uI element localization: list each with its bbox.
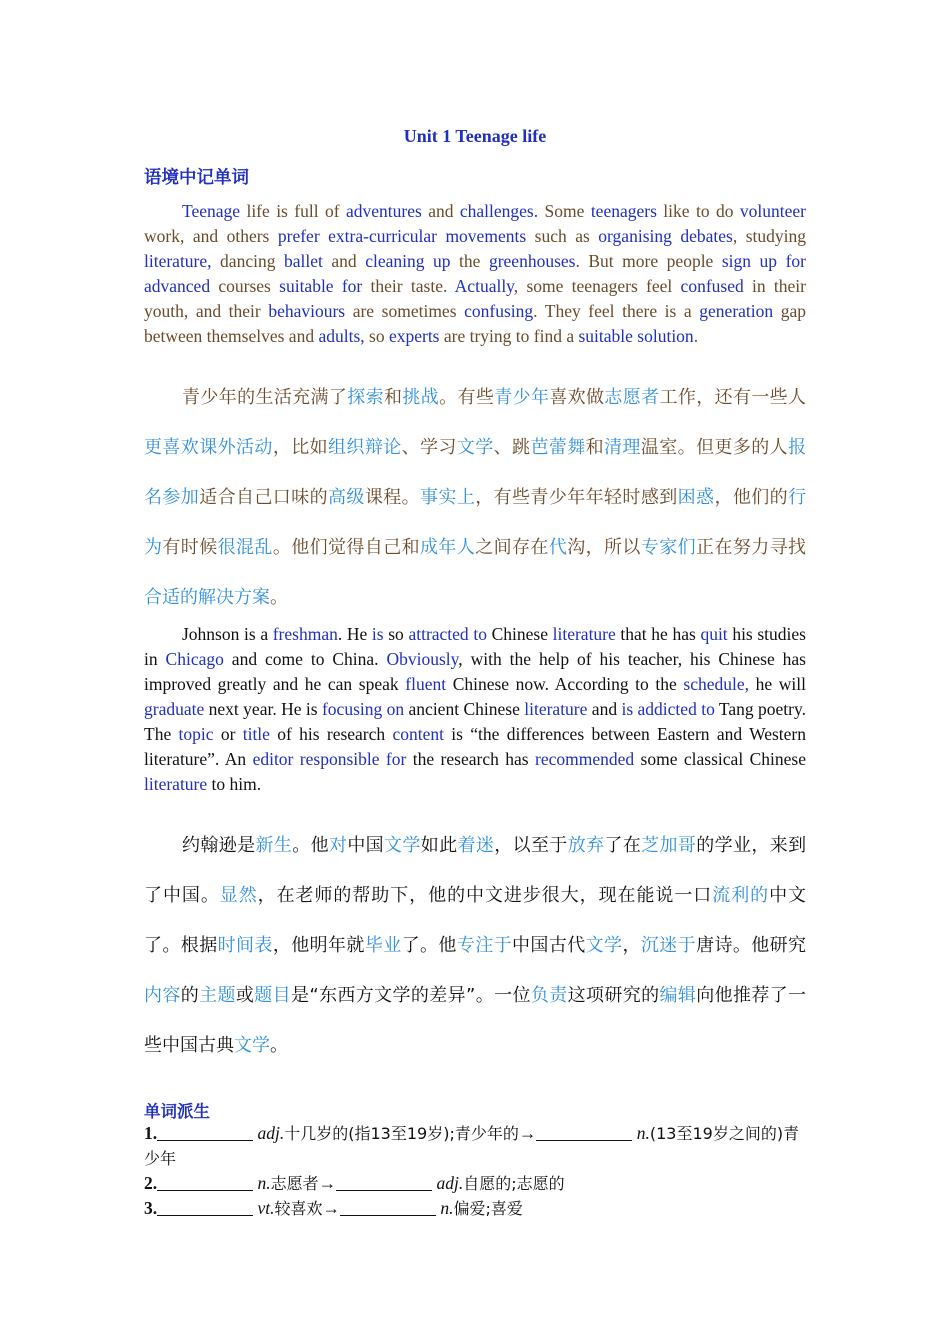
answer-blank[interactable] xyxy=(157,1199,253,1216)
derivation-item-1 xyxy=(144,1121,806,1171)
section-heading-context-vocab: 语境中记单词 xyxy=(144,168,249,188)
meaning: (13至19岁之间的)青少年 xyxy=(144,1124,800,1168)
passage-text: Some xyxy=(538,201,591,221)
section-heading-derivation: 单词派生 xyxy=(144,1102,210,1121)
passage-text: such as xyxy=(526,226,599,246)
vocab-highlight: 流利的 xyxy=(712,885,770,906)
passage-text: of his research xyxy=(269,724,393,744)
vocab-highlight: content xyxy=(392,724,444,744)
vocab-highlight: 题目 xyxy=(254,985,291,1006)
passage-text: and xyxy=(322,251,366,271)
passage-text: 。 xyxy=(270,587,288,608)
vocab-highlight: confused xyxy=(680,276,744,296)
vocab-highlight: 负责 xyxy=(530,985,568,1006)
passage-text: the research has xyxy=(406,749,536,769)
answer-blank[interactable] xyxy=(157,1124,253,1141)
passage-text: so xyxy=(383,624,409,644)
passage-text: and xyxy=(587,699,622,719)
passage-text: and xyxy=(421,201,460,221)
part-of-speech: adj. xyxy=(257,1123,285,1143)
passage-text: ancient Chinese xyxy=(404,699,525,719)
passage-text: . He xyxy=(337,624,372,644)
passage-text: ，比如 xyxy=(272,437,329,458)
vocab-highlight: 主题 xyxy=(199,985,236,1006)
vocab-highlight: graduate xyxy=(144,699,205,719)
vocab-highlight: literature xyxy=(144,774,208,794)
part-of-speech: n. xyxy=(440,1198,454,1218)
vocab-highlight: 沉迷于 xyxy=(640,935,697,956)
passage-text: , studying xyxy=(732,226,807,246)
passage-text: 、跳 xyxy=(493,437,531,458)
passage-text: so xyxy=(364,326,389,346)
passage-text: are trying to find a xyxy=(439,326,579,346)
passage-text: like to do xyxy=(656,201,740,221)
meaning: 较喜欢 xyxy=(274,1199,323,1218)
passage-text: 或 xyxy=(235,985,255,1006)
part-of-speech: n. xyxy=(257,1173,271,1193)
vocab-highlight: fluent xyxy=(405,674,447,694)
vocab-highlight: 困惑 xyxy=(677,487,715,508)
passage-2-chinese xyxy=(144,821,806,1071)
passage-text: 中文了。根据 xyxy=(144,885,807,956)
passage-text: 、学习 xyxy=(401,437,457,458)
meaning: 自愿的;志愿的 xyxy=(463,1174,565,1193)
part-of-speech: vt. xyxy=(257,1198,275,1218)
passage-text: . But more people xyxy=(575,251,722,271)
part-of-speech: n. xyxy=(636,1123,650,1143)
passage-text: gap between themselves and xyxy=(144,301,806,346)
passage-text: ，他明年就 xyxy=(272,935,365,956)
passage-text: . xyxy=(693,326,699,346)
vocab-highlight: 高级 xyxy=(328,487,365,508)
passage-text: 的学业，来到了中国。 xyxy=(144,835,807,906)
vocab-highlight: greenhouses xyxy=(488,251,576,271)
meaning: 志愿者 xyxy=(270,1174,319,1193)
passage-text: 喜欢做 xyxy=(549,387,605,408)
passage-text: some classical Chinese xyxy=(634,749,806,769)
passage-text: he will xyxy=(749,674,806,694)
vocab-highlight: Actually xyxy=(454,276,514,296)
passage-text: Johnson is a xyxy=(182,624,273,644)
passage-text: 适合自己口味的 xyxy=(199,487,329,508)
vocab-highlight: 成年人 xyxy=(420,537,476,558)
passage-text: 和 xyxy=(384,387,403,408)
passage-text: Chinese now. According to the xyxy=(446,674,684,694)
vocab-highlight: 毕业 xyxy=(364,935,402,956)
passage-text: 青少年的生活充满了 xyxy=(182,387,348,408)
vocab-highlight: 编辑 xyxy=(659,985,697,1006)
vocab-highlight: 报名参加 xyxy=(144,437,807,508)
vocab-highlight: Teenage xyxy=(182,201,241,221)
page-title: Unit 1 Teenage life xyxy=(403,126,547,146)
vocab-highlight: challenges. xyxy=(459,201,539,221)
vocab-highlight: 事实上 xyxy=(420,487,476,508)
passage-text: , with the help of his teacher, his Chinese has improved greatly and he can speak xyxy=(144,649,806,694)
passage-text: 。他 xyxy=(292,835,329,856)
vocab-highlight: 行为 xyxy=(144,487,807,558)
passage-text: 课程。 xyxy=(364,487,421,508)
vocab-highlight: 专注于 xyxy=(456,935,513,956)
passage-text: work, and others xyxy=(144,226,278,246)
vocab-highlight: 文学 xyxy=(456,437,494,458)
vocab-highlight: ballet xyxy=(284,251,323,271)
passage-text: 唐诗。他研究 xyxy=(696,935,807,956)
passage-text: Chinese xyxy=(486,624,553,644)
passage-text: 中国 xyxy=(347,835,385,856)
passage-text: are sometimes xyxy=(345,301,465,321)
vocab-highlight: 专家们 xyxy=(640,537,697,558)
passage-1-english xyxy=(144,199,806,349)
answer-blank[interactable] xyxy=(336,1174,432,1191)
passage-text: Tang poetry. The xyxy=(144,699,806,744)
passage-text: 有时候 xyxy=(162,537,218,558)
derivation-list xyxy=(144,1121,806,1221)
vocab-highlight: Chicago xyxy=(165,649,224,669)
item-number: 3. xyxy=(144,1198,158,1218)
vocab-highlight: 内容 xyxy=(144,985,181,1006)
vocab-highlight: 文学 xyxy=(384,835,421,856)
vocab-highlight: 合适的解决方案 xyxy=(144,587,270,608)
answer-blank[interactable] xyxy=(536,1124,632,1141)
passage-text: 约翰逊是 xyxy=(182,835,256,856)
vocab-highlight: 很混乱 xyxy=(217,537,273,558)
vocab-highlight: organising debates xyxy=(598,226,733,246)
vocab-highlight: editor responsible for xyxy=(252,749,407,769)
passage-2-english xyxy=(144,622,806,797)
vocab-highlight: suitable solution xyxy=(578,326,694,346)
passage-text: the xyxy=(450,251,489,271)
vocab-highlight: suitable for xyxy=(279,276,363,296)
vocab-highlight: focusing on xyxy=(321,699,405,719)
passage-text: or xyxy=(213,724,243,744)
passage-text: courses xyxy=(210,276,280,296)
vocab-highlight: 更喜欢课外活动 xyxy=(144,437,273,458)
item-number: 1. xyxy=(144,1123,158,1143)
passage-text: their taste. xyxy=(362,276,455,296)
vocab-highlight: 文学 xyxy=(585,935,623,956)
vocab-highlight: volunteer xyxy=(739,201,806,221)
vocab-highlight: generation xyxy=(699,301,774,321)
passage-text: ，有些青少年年轻时感到 xyxy=(475,487,678,508)
passage-text: dancing xyxy=(211,251,284,271)
vocab-highlight: prefer extra-curricular movements xyxy=(277,226,527,246)
passage-text: 正在努力寻找 xyxy=(696,537,807,558)
part-of-speech: adj. xyxy=(436,1173,464,1193)
vocab-highlight: literature xyxy=(552,624,616,644)
passage-text: in their youth, and their xyxy=(144,276,806,321)
passage-text: . They feel there is a xyxy=(533,301,700,321)
vocab-highlight: 志愿者 xyxy=(604,387,660,408)
vocab-highlight: freshman xyxy=(272,624,338,644)
vocab-highlight: 芝加哥 xyxy=(641,835,697,856)
vocab-highlight: 清理 xyxy=(604,437,641,458)
answer-blank[interactable] xyxy=(340,1199,436,1216)
passage-text: 了。他 xyxy=(401,935,457,956)
passage-text: 。他们觉得自己和 xyxy=(272,537,421,558)
passage-text: his studies in xyxy=(144,624,806,669)
passage-text: ， xyxy=(622,935,641,956)
vocab-highlight: 对 xyxy=(328,835,348,856)
passage-text: 工作，还有一些人 xyxy=(659,387,807,408)
vocab-highlight: experts xyxy=(388,326,440,346)
vocab-highlight: adults, xyxy=(318,326,365,346)
passage-text: 了在 xyxy=(604,835,642,856)
passage-text: 。 xyxy=(270,1035,288,1056)
arrow-icon: → xyxy=(318,1173,337,1193)
vocab-highlight: is addicted to xyxy=(621,699,715,719)
passage-text: is “the differences between Eastern and Western literature”. An xyxy=(144,724,806,769)
passage-text: that he has xyxy=(615,624,701,644)
vocab-highlight: 文学 xyxy=(234,1035,270,1056)
passage-text: 中国古代 xyxy=(512,935,586,956)
passage-text: next year. He is xyxy=(204,699,322,719)
passage-text: 是“东西方文学的差异”。一位 xyxy=(291,985,531,1006)
passage-text: 如此 xyxy=(420,835,458,856)
passage-text: 和 xyxy=(585,437,605,458)
vocab-highlight: literature xyxy=(524,699,588,719)
derivation-item-2 xyxy=(144,1171,806,1196)
passage-text: , some teenagers feel xyxy=(513,276,681,296)
meaning: 偏爱;喜爱 xyxy=(453,1199,523,1218)
passage-text: 。有些 xyxy=(439,387,495,408)
vocab-highlight: 新生 xyxy=(255,835,293,856)
vocab-highlight: literature, xyxy=(144,251,212,271)
passage-1-chinese xyxy=(144,373,806,623)
vocab-highlight: attracted to xyxy=(408,624,487,644)
passage-text: 这项研究的 xyxy=(567,985,660,1006)
vocab-highlight: behaviours xyxy=(268,301,346,321)
vocab-highlight: teenagers xyxy=(590,201,657,221)
passage-text: life is full of xyxy=(240,201,346,221)
arrow-icon: → xyxy=(322,1198,341,1218)
meaning: 十几岁的(指13至19岁);青少年的 xyxy=(284,1124,519,1143)
passage-text: 之间存在 xyxy=(475,537,549,558)
vocab-highlight: cleaning up xyxy=(365,251,451,271)
passage-text: ，他们的 xyxy=(714,487,789,508)
arrow-icon: → xyxy=(518,1123,537,1143)
vocab-highlight: Obviously xyxy=(386,649,459,669)
passage-text: 向他推荐了一些中国古典 xyxy=(144,985,807,1056)
vocab-highlight: 青少年 xyxy=(494,387,550,408)
vocab-highlight: quit xyxy=(700,624,728,644)
passage-text: ，在老师的帮助下，他的中文进步很大，现在能说一口 xyxy=(257,885,713,906)
passage-text: 的 xyxy=(180,985,200,1006)
vocab-highlight: recommended xyxy=(535,749,635,769)
passage-text: ，以至于 xyxy=(494,835,568,856)
vocab-highlight: adventures xyxy=(345,201,422,221)
vocab-highlight: 芭蕾舞 xyxy=(530,437,586,458)
answer-blank[interactable] xyxy=(157,1174,253,1191)
vocab-highlight: sign up for advanced xyxy=(144,251,806,296)
vocab-highlight: 探索 xyxy=(347,387,385,408)
vocab-highlight: confusing xyxy=(464,301,534,321)
passage-text: 沟，所以 xyxy=(567,537,641,558)
item-number: 2. xyxy=(144,1173,158,1193)
vocab-highlight: is xyxy=(371,624,384,644)
vocab-highlight: 组织辩论 xyxy=(328,437,402,458)
vocab-highlight: 显然 xyxy=(219,885,258,906)
vocab-highlight: 放弃 xyxy=(567,835,605,856)
derivation-item-3 xyxy=(144,1196,806,1221)
vocab-highlight: topic xyxy=(178,724,214,744)
vocab-highlight: 代 xyxy=(548,537,568,558)
vocab-highlight: 挑战 xyxy=(402,387,440,408)
passage-text: 温室。但更多的人 xyxy=(640,437,789,458)
vocab-highlight: 时间表 xyxy=(217,935,273,956)
passage-text: to him. xyxy=(207,774,262,794)
vocab-highlight: schedule, xyxy=(683,674,750,694)
passage-text: and come to China. xyxy=(223,649,387,669)
vocab-highlight: 着迷 xyxy=(457,835,495,856)
vocab-highlight: title xyxy=(242,724,270,744)
